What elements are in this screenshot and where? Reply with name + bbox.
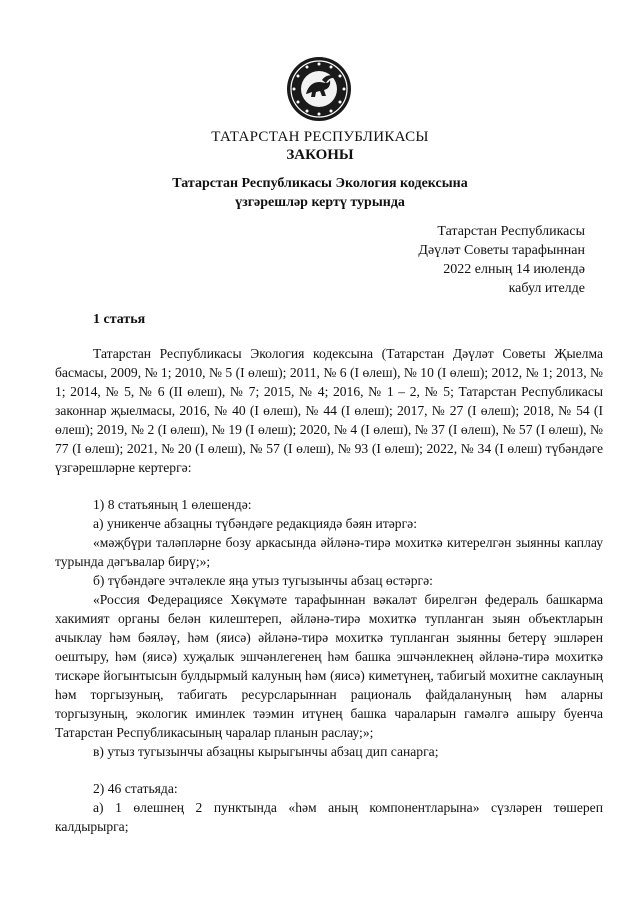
law-title: ЗАКОНЫ — [286, 147, 354, 163]
adoption-line-4: кабул ителде — [508, 281, 585, 296]
republic-title: ТАТАРСТАН РЕСПУБЛИКАСЫ — [211, 129, 429, 145]
item-1-b: б) түбәндәге эчтәлекле яңа утыз тугызынчы абзац өстәргә: — [93, 573, 433, 588]
adoption-line-2: Дәүләт Советы тарафыннан — [418, 243, 585, 258]
adoption-block — [418, 222, 585, 298]
adoption-line-3: 2022 елның 14 июлендә — [443, 262, 585, 277]
article-body — [55, 344, 603, 836]
item-1-title: 1) 8 статьяның 1 өлешендә: — [93, 497, 252, 512]
item-1-a: а) уникенче абзацны түбәндәге редакциядә бәян итәргә: — [93, 516, 417, 531]
item-1-a-quote: «мәҗбүри таләпләрне бозу аркасында әйләнә-тирә мохиткә китерелгән зыянны каплау турында дәгъвалар бирү;»; — [55, 535, 603, 569]
coat-of-arms-emblem — [286, 56, 352, 122]
item-2-a: а) 1 өлешнең 2 пунктында «һәм аның компонентларына» сүзләрен төшереп калдырырга; — [55, 800, 603, 834]
item-1-b-quote: «Россия Федерациясе Хөкүмәте тарафыннан вәкаләт бирелгән федераль башкарма хакимият органы белән килештереп, әйләнә-тирә мохиткә тупланган зыян объектларын ачыклау һәм бәяләү, һәм (яисә) әйләнә-тирә мохиткә тупланган зыянны бетерү эшләрен оештыру, һәм (яисә) хуҗалык эшчәнлегенең һәм башка эшчәнлекнең әйләнә-тирә мохиткә тискәре йогынтысын булдырмый калуның һәм (яисә) киметүнең, табигый мохитне саклауның һәм торгызуның, табигать ресурсларыннан рациональ файдалануның һәм аларны торгызуның, экологик иминлек тәэмин итүнең башка чараларын гамәлгә ашыру буенча Татарстан Республикасының чаралар планын раслау;»; — [55, 592, 603, 740]
article-heading: 1 статья — [93, 312, 146, 327]
article-intro: Татарстан Республикасы Экология кодексына (Татарстан Дәүләт Советы Җыелма басмасы, 2009, № 1; 2010, № 5 (I өлеш); 2011, № 6 (I өлеш), № 10 (I өлеш); 2012, № 1; 2013, № 1; 2014, № 5, № 6 (II өлеш), № 7; 2015, № 4; 2016, № 1 – 2, № 5; Татарстан Республикасы законнар җыелмасы, 2016, № 40 (I өлеш), № 44 (I өлеш); 2017, № 27 (I өлеш); 2018, № 54 (I өлеш); 2019, № 2 (I өлеш), № 19 (I өлеш); 2020, № 4 (I өлеш), № 37 (I өлеш), № 57 (I өлеш), № 77 (I өлеш); 2021, № 20 (I өлеш), № 57 (I өлеш), № 93 (I өлеш); 2022, № 34 (I өлеш) түбәндәге үзгәрешләрне кертергә: — [55, 346, 603, 475]
law-subject-line-2: үзгәрешләр кертү турында — [235, 195, 405, 210]
law-subject-line-1: Татарстан Республикасы Экология кодексына — [172, 176, 468, 191]
item-2-title: 2) 46 статьяда: — [93, 781, 178, 796]
law-subject — [0, 174, 640, 212]
adoption-line-1: Татарстан Республикасы — [437, 224, 585, 239]
item-1-c: в) утыз тугызынчы абзацны кырыгынчы абзац дип санарга; — [93, 744, 439, 759]
